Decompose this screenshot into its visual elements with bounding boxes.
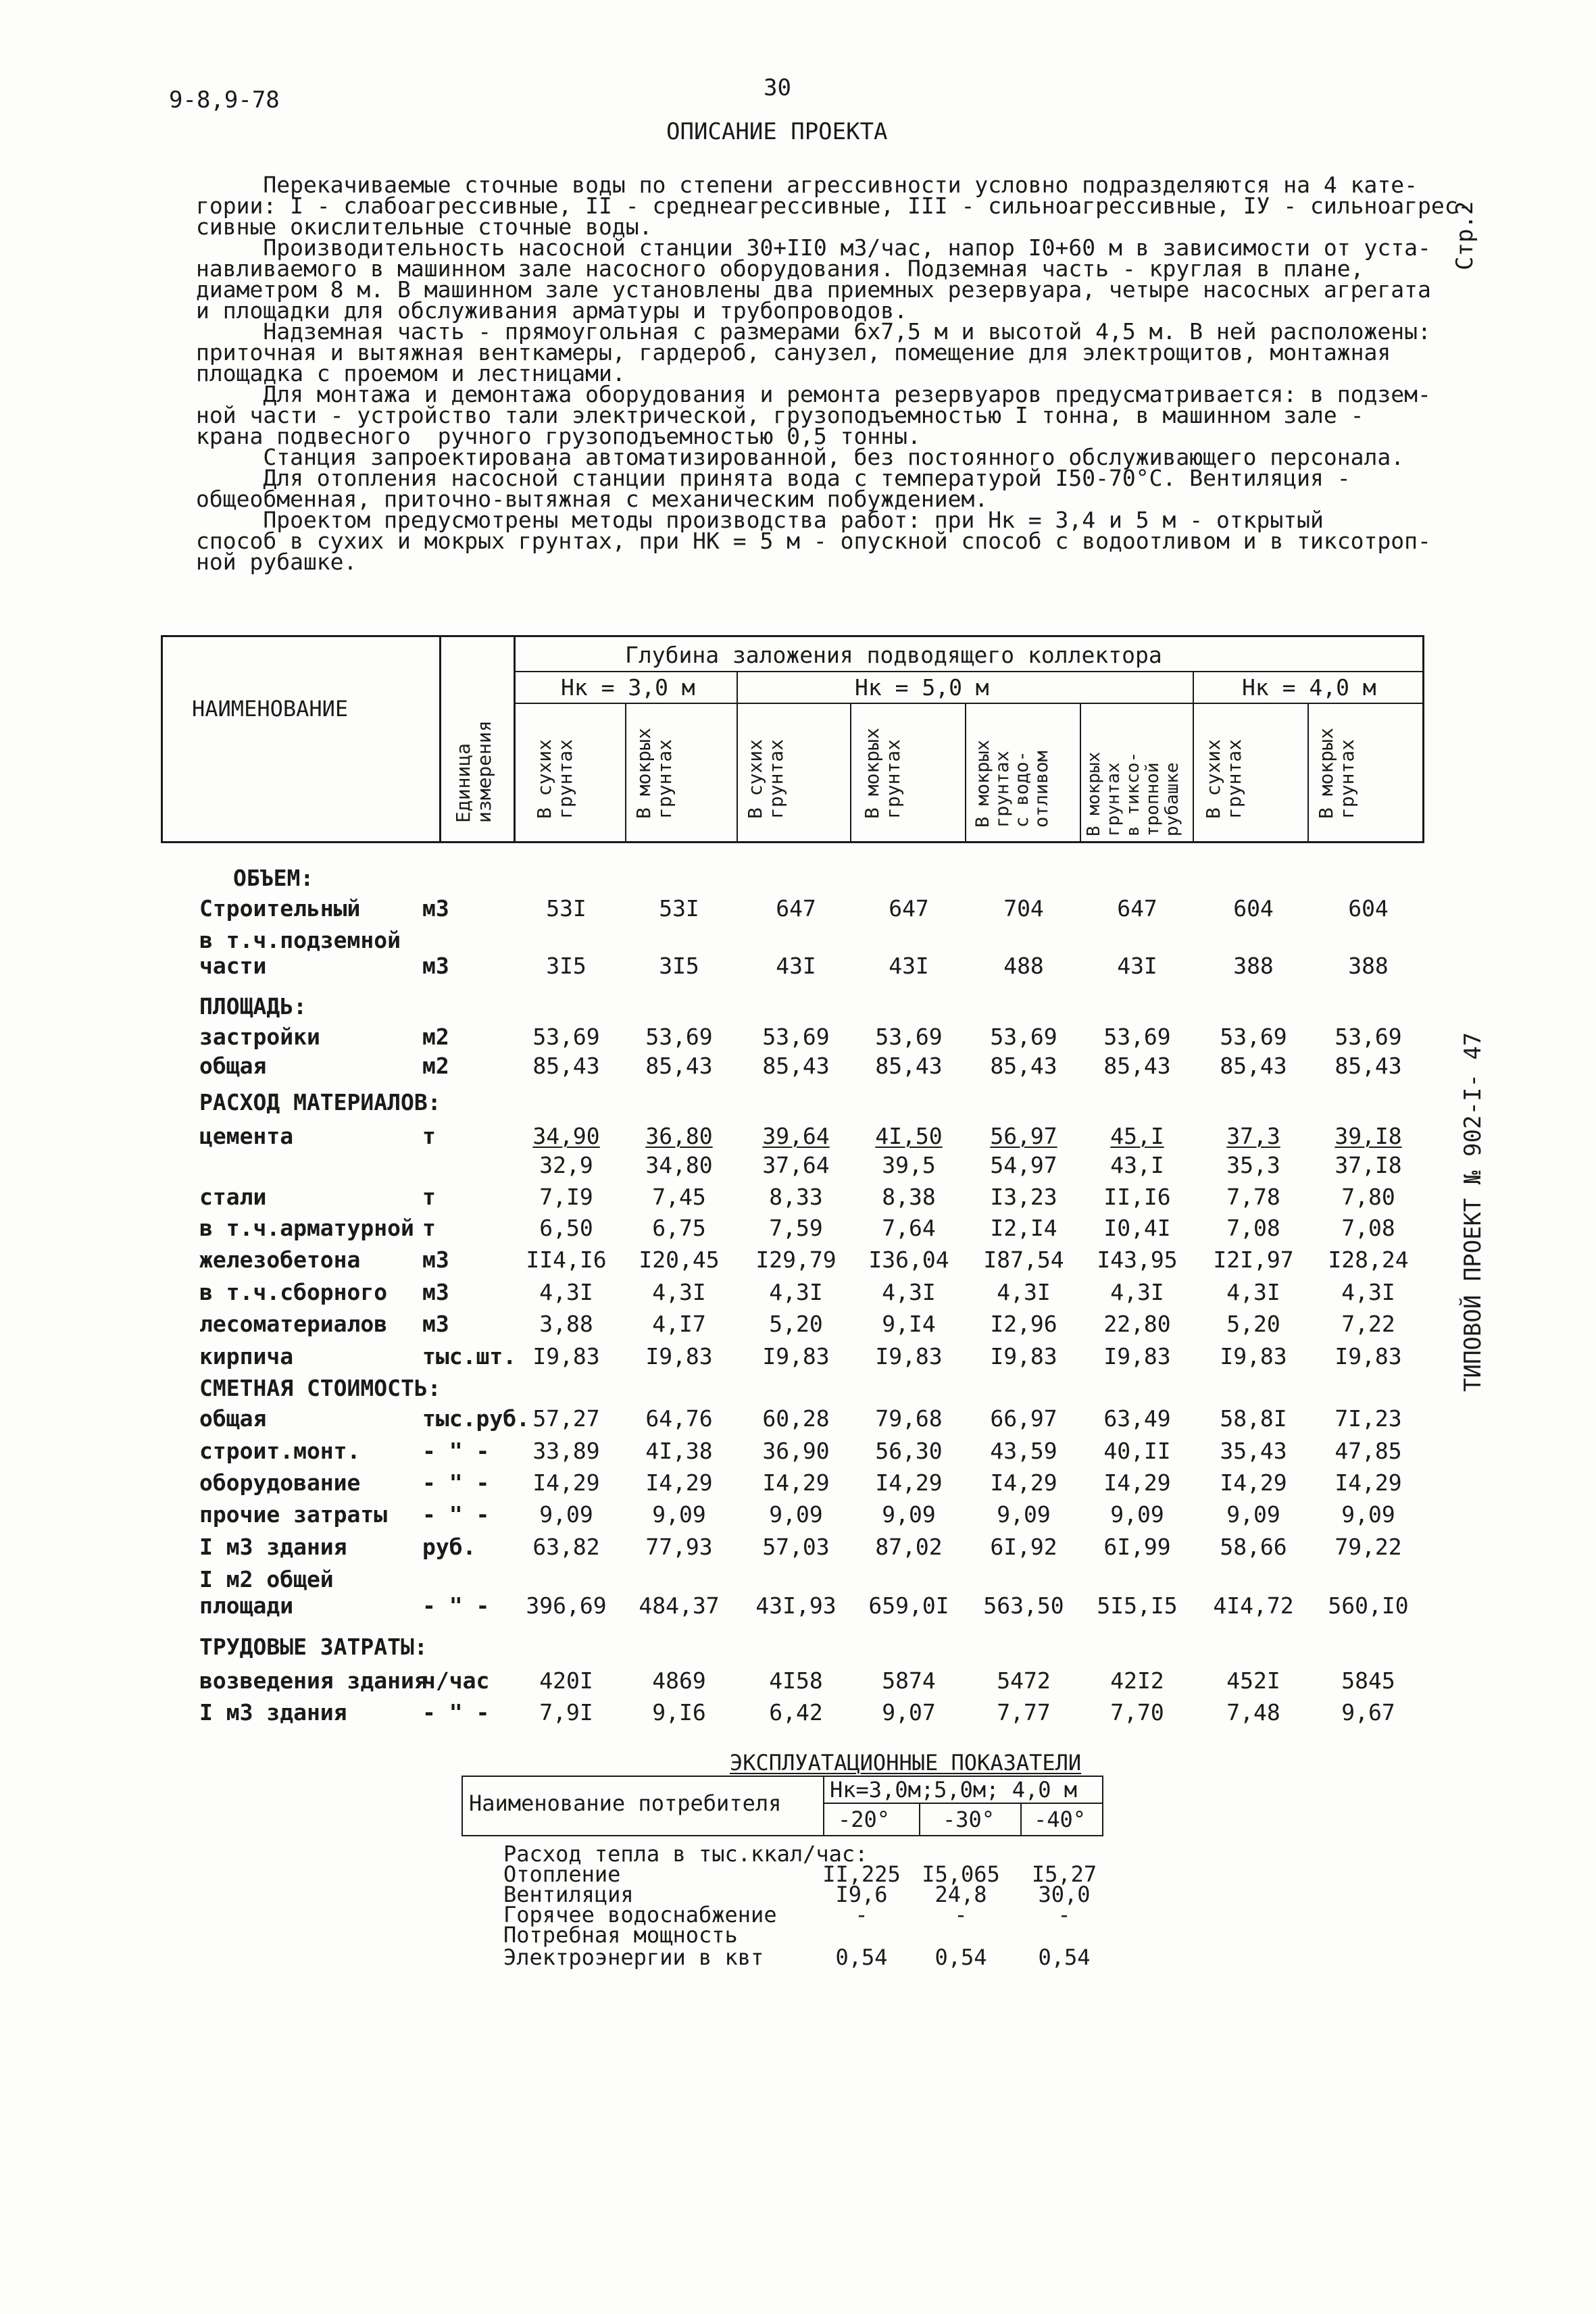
table-cell: 452I	[1226, 1667, 1280, 1694]
subcol-divider	[965, 703, 966, 843]
table-cell: 7,80	[1341, 1184, 1395, 1210]
group-4-0: Нк = 4,0 м	[1242, 674, 1376, 701]
ops-depth-header: Нк=3,0м;5,0м; 4,0 м	[830, 1777, 1078, 1803]
table-cell: I29,79	[755, 1247, 837, 1273]
table-cell: 53,69	[532, 1024, 600, 1050]
table-cell: 56,30	[875, 1438, 943, 1464]
table-cell: 4,3I	[1110, 1279, 1164, 1305]
table-cell: 9,09	[1226, 1501, 1280, 1528]
table-cell: 22,80	[1103, 1311, 1171, 1337]
col-header-4: В мокрых грунтах	[861, 728, 904, 819]
ops-cell: -	[954, 1902, 968, 1928]
table-cell: I9,83	[990, 1343, 1057, 1369]
table-cell: II4,I6	[526, 1247, 607, 1273]
table-cell: 32,9	[539, 1152, 593, 1178]
table-cell: I4,29	[532, 1469, 600, 1496]
table-cell: 563,50	[983, 1592, 1064, 1619]
table-cell: 7,77	[997, 1699, 1051, 1726]
row-name: кирпича	[199, 1343, 294, 1369]
table-cell: 45,I	[1110, 1123, 1164, 1149]
table-cell: 77,93	[645, 1534, 713, 1560]
side-page-label: Стр.2	[1451, 201, 1478, 270]
table-cell: 8,38	[882, 1184, 936, 1210]
depth-title: Глубина заложения подводящего коллектора	[625, 642, 1162, 668]
table-cell: 37,64	[762, 1152, 830, 1178]
col-header-5: В мокрых грунтах с водо- отливом	[972, 739, 1052, 828]
table-cell: 396,69	[526, 1592, 607, 1619]
col-header-2: В мокрых грунтах	[632, 728, 676, 819]
table-cell: 53,69	[990, 1024, 1057, 1050]
table-cell: 63,49	[1103, 1405, 1171, 1432]
table-cell: 64,76	[645, 1405, 713, 1432]
table-cell: 58,8I	[1220, 1405, 1287, 1432]
table-cell: 9,09	[1341, 1501, 1395, 1528]
table-cell: 9,I6	[652, 1699, 706, 1726]
row-name: Строительный	[199, 895, 361, 922]
table-section-title: ПЛОЩАДЬ:	[199, 993, 307, 1020]
ops-row-name: Вентиляция	[503, 1882, 634, 1907]
table-cell: 53I	[659, 895, 699, 922]
table-cell: 5,20	[769, 1311, 823, 1337]
table-cell: I28,24	[1328, 1247, 1409, 1273]
document-code: 9-8,9-78	[169, 86, 280, 114]
table-cell: 53,69	[645, 1024, 713, 1050]
row-unit: т	[422, 1184, 436, 1210]
ops-left-border	[462, 1776, 463, 1836]
table-cell: 388	[1348, 953, 1389, 979]
row-unit: м3	[422, 895, 449, 922]
table-cell: 5874	[882, 1667, 936, 1694]
row-unit: тыс.руб.	[422, 1405, 530, 1432]
subcol-divider	[625, 703, 626, 843]
row-name: строит.монт.	[199, 1438, 361, 1464]
row-unit: м2	[422, 1053, 449, 1079]
row-unit: - " -	[422, 1438, 490, 1464]
subcol-divider	[1307, 703, 1309, 843]
table-cell: 6,75	[652, 1215, 706, 1241]
table-cell: I9,83	[645, 1343, 713, 1369]
page-title: ОПИСАНИЕ ПРОЕКТА	[666, 118, 888, 145]
ops-right-border	[1102, 1776, 1103, 1836]
table-cell: 7,I9	[539, 1184, 593, 1210]
table-top-border	[161, 635, 1424, 637]
depth-title-divider	[514, 671, 1424, 672]
group-5-0: Нк = 5,0 м	[855, 674, 989, 701]
table-cell: 56,97	[990, 1123, 1057, 1149]
ops-cell: 0,54	[1038, 1944, 1091, 1970]
row-unit: м3	[422, 1279, 449, 1305]
row-name: застройки	[199, 1024, 320, 1050]
unit-column-divider	[439, 635, 441, 843]
table-cell: 85,43	[990, 1053, 1057, 1079]
ops-row-name: Потребная мощность	[503, 1922, 738, 1948]
table-cell: I4,29	[1220, 1469, 1287, 1496]
table-cell: 647	[776, 895, 816, 922]
table-cell: I4,29	[1335, 1469, 1402, 1496]
row-unit: - " -	[422, 1699, 490, 1726]
row-name: железобетона	[199, 1247, 361, 1273]
table-cell: 53,69	[875, 1024, 943, 1050]
row-name: в т.ч.подземной	[199, 927, 401, 953]
row-unit: т	[422, 1215, 436, 1241]
table-cell: 6,42	[769, 1699, 823, 1726]
ops-temp-divider	[1020, 1803, 1022, 1836]
ops-temp-2: -30°	[943, 1807, 995, 1832]
ops-cell: I5,065	[922, 1861, 1000, 1887]
ops-row-name: Электроэнергии в квт	[503, 1944, 764, 1970]
data-column-divider	[514, 635, 516, 843]
table-cell: 4I4,72	[1213, 1592, 1294, 1619]
table-cell: 647	[889, 895, 929, 922]
table-cell: 39,I8	[1335, 1123, 1402, 1149]
ops-temp-divider	[919, 1803, 920, 1836]
row-name: оборудование	[199, 1469, 361, 1496]
table-cell: 35,3	[1226, 1152, 1280, 1178]
table-cell: 53,69	[1335, 1024, 1402, 1050]
row-unit: м2	[422, 1024, 449, 1050]
table-cell: I36,04	[868, 1247, 949, 1273]
table-cell: I4,29	[645, 1469, 713, 1496]
table-cell: 79,68	[875, 1405, 943, 1432]
table-cell: 7,78	[1226, 1184, 1280, 1210]
table-cell: 85,43	[1220, 1053, 1287, 1079]
table-cell: 9,I4	[882, 1311, 936, 1337]
table-cell: 7,48	[1226, 1699, 1280, 1726]
table-cell: 7,70	[1110, 1699, 1164, 1726]
table-cell: 7,64	[882, 1215, 936, 1241]
ops-depth-divider	[823, 1803, 1103, 1804]
ops-cell: I9,6	[835, 1882, 888, 1907]
row-unit: т	[422, 1123, 436, 1149]
table-cell: 53,69	[762, 1024, 830, 1050]
group-2-divider	[1193, 671, 1194, 843]
group-1-divider	[737, 671, 738, 843]
consumer-header: Наименование потребителя	[469, 1790, 782, 1816]
table-cell: 33,89	[532, 1438, 600, 1464]
table-cell: 7,9I	[539, 1699, 593, 1726]
table-cell: 647	[1117, 895, 1157, 922]
table-cell: 35,43	[1220, 1438, 1287, 1464]
row-name: в т.ч.сборного	[199, 1279, 388, 1305]
table-cell: 60,28	[762, 1405, 830, 1432]
description-p2: Производительность насосной станции 30+II0 м3/час, напор I0+60 м в зависимости от уста- навливаемого в машинном зале насосного оборудования. Подземная часть - круглая в плане, диаметром 8 м. В машинном зале установлены два приемных резервуара, четыре насосных агрегата и площадки для обслуживания арматуры и трубопроводов.	[196, 234, 1431, 324]
table-cell: 7,08	[1226, 1215, 1280, 1241]
table-cell: I4,29	[875, 1469, 943, 1496]
group-3-0: Нк = 3,0 м	[561, 674, 695, 701]
table-cell: 43I,93	[755, 1592, 837, 1619]
table-cell: 6I,92	[990, 1534, 1057, 1560]
row-name: лесоматериалов	[199, 1311, 388, 1337]
table-cell: I2I,97	[1213, 1247, 1294, 1273]
table-cell: I20,45	[639, 1247, 720, 1273]
table-cell: 4869	[652, 1667, 706, 1694]
ops-cell: -	[1057, 1902, 1071, 1928]
table-cell: 7I,23	[1335, 1405, 1402, 1432]
description-p3: Надземная часть - прямоугольная с размерами 6х7,5 м и высотой 4,5 м. В ней расположены: приточная и вытяжная венткамеры, гардероб, санузел, помещение для электрощитов, монтажная площадка с проемом и лестницами.	[196, 318, 1431, 386]
row-name: части	[199, 953, 267, 979]
table-cell: I2,I4	[990, 1215, 1057, 1241]
table-cell: 7,45	[652, 1184, 706, 1210]
table-cell: 43I	[776, 953, 816, 979]
description-p6: Для отопления насосной станции принята вода с температурой I50-70°С. Вентиляция - общеобменная, приточно-вытяжная с механическим побуждением.	[196, 465, 1351, 512]
table-cell: 57,03	[762, 1534, 830, 1560]
table-cell: 85,43	[532, 1053, 600, 1079]
table-cell: 3I5	[659, 953, 699, 979]
row-unit: - " -	[422, 1592, 490, 1619]
table-cell: 5845	[1341, 1667, 1395, 1694]
table-cell: 9,09	[539, 1501, 593, 1528]
table-cell: 57,27	[532, 1405, 600, 1432]
row-unit: - " -	[422, 1501, 490, 1528]
table-cell: 4,3I	[882, 1279, 936, 1305]
col-header-6: В мокрых грунтах в тиксо- тропной рубашке	[1084, 751, 1182, 836]
row-unit: м3	[422, 1247, 449, 1273]
table-cell: 9,09	[652, 1501, 706, 1528]
page-number: 30	[764, 74, 791, 101]
table-cell: 58,66	[1220, 1534, 1287, 1560]
table-cell: 9,09	[769, 1501, 823, 1528]
table-cell: I4,29	[762, 1469, 830, 1496]
description-p5: Станция запроектирована автоматизированной, без постоянного обслуживающего персонала.	[196, 444, 1405, 470]
table-cell: 4,3I	[769, 1279, 823, 1305]
table-cell: 4I,38	[645, 1438, 713, 1464]
table-cell: II,I6	[1103, 1184, 1171, 1210]
side-stamp: ТИПОВОЙ ПРОЕКТ № 902-I- 47	[1460, 1032, 1487, 1392]
table-cell: I4,29	[1103, 1469, 1171, 1496]
table-cell: 484,37	[639, 1592, 720, 1619]
table-cell: 9,09	[997, 1501, 1051, 1528]
ops-bottom-border	[462, 1835, 1103, 1836]
table-cell: 6,50	[539, 1215, 593, 1241]
col-header-7: В сухих грунтах	[1202, 738, 1245, 819]
description-p1: Перекачиваемые сточные воды по степени агрессивности условно подразделяются на 4 кате- гории: I - слабоагрессивные, II - среднеагрессивные, III - сильноагрессивные, IУ - сильноагрес- сивные окислительные сточные воды.	[196, 172, 1472, 240]
subcol-divider	[850, 703, 851, 843]
table-cell: 5472	[997, 1667, 1051, 1694]
col-header-3: В сухих грунтах	[744, 738, 787, 819]
row-name: общая	[199, 1405, 267, 1432]
table-cell: 66,97	[990, 1405, 1057, 1432]
row-unit: ч/час	[422, 1667, 490, 1694]
table-cell: I2,96	[990, 1311, 1057, 1337]
table-cell: 488	[1003, 953, 1044, 979]
ops-cell: 30,0	[1038, 1882, 1091, 1907]
table-cell: 704	[1003, 895, 1044, 922]
table-cell: 36,90	[762, 1438, 830, 1464]
table-cell: 9,67	[1341, 1699, 1395, 1726]
table-cell: 42I2	[1110, 1667, 1164, 1694]
row-name: общая	[199, 1053, 267, 1079]
table-cell: 9,09	[1110, 1501, 1164, 1528]
col-header-1: В сухих грунтах	[533, 738, 576, 819]
table-cell: 53I	[546, 895, 587, 922]
table-cell: 3,88	[539, 1311, 593, 1337]
table-cell: 85,43	[762, 1053, 830, 1079]
description-p7: Проектом предусмотрены методы производства работ: при Нк = 3,4 и 5 м - открытый способ в сухих и мокрых грунтах, при НК = 5 м - опускной способ с водоотливом и в тиксотроп- ной рубашке.	[196, 507, 1431, 575]
table-section-title: СМЕТНАЯ СТОИМОСТЬ:	[199, 1375, 441, 1401]
ops-cell: -	[855, 1902, 868, 1928]
table-cell: 6I,99	[1103, 1534, 1171, 1560]
table-cell: 4,3I	[1341, 1279, 1395, 1305]
table-cell: 39,64	[762, 1123, 830, 1149]
row-name: прочие затраты	[199, 1501, 388, 1528]
table-cell: 54,97	[990, 1152, 1057, 1178]
row-unit: тыс.шт.	[422, 1343, 517, 1369]
table-cell: 7,22	[1341, 1311, 1395, 1337]
table-cell: 3I5	[546, 953, 587, 979]
table-cell: 4I58	[769, 1667, 823, 1694]
table-cell: 53,69	[1103, 1024, 1171, 1050]
ops-row-name: Расход тепла в тыс.ккал/час:	[503, 1841, 868, 1867]
table-cell: 7,59	[769, 1215, 823, 1241]
table-cell: 37,3	[1226, 1123, 1280, 1149]
table-cell: 39,5	[882, 1152, 936, 1178]
table-cell: 4I,50	[875, 1123, 943, 1149]
table-cell: 85,43	[1103, 1053, 1171, 1079]
table-header-bottom-border	[161, 841, 1424, 843]
table-cell: I9,83	[1335, 1343, 1402, 1369]
table-section-title: ТРУДОВЫЕ ЗАТРАТЫ:	[199, 1634, 428, 1660]
ops-row-name: Горячее водоснабжение	[503, 1902, 777, 1928]
row-unit: м3	[422, 1311, 449, 1337]
table-cell: 43,59	[990, 1438, 1057, 1464]
table-cell: 43I	[1117, 953, 1157, 979]
table-section-title: РАСХОД МАТЕРИАЛОВ:	[199, 1089, 441, 1115]
table-cell: 85,43	[1335, 1053, 1402, 1079]
ops-cell: 0,54	[934, 1944, 987, 1970]
table-cell: I9,83	[1103, 1343, 1171, 1369]
table-cell: 36,80	[645, 1123, 713, 1149]
row-name: I м3 здания	[199, 1699, 347, 1726]
col-header-8: В мокрых грунтах	[1315, 728, 1358, 819]
table-cell: 63,82	[532, 1534, 600, 1560]
table-cell: I9,83	[762, 1343, 830, 1369]
ops-row-name: Отопление	[503, 1861, 621, 1887]
table-cell: 9,09	[882, 1501, 936, 1528]
unit-column-header: Единица измерения	[452, 720, 495, 823]
ops-cell: 24,8	[934, 1882, 987, 1907]
table-cell: 7,08	[1341, 1215, 1395, 1241]
ops-temp-3: -40°	[1034, 1807, 1087, 1832]
operational-title: ЭКСПЛУАТАЦИОННЫЕ ПОКАЗАТЕЛИ	[730, 1750, 1082, 1776]
table-cell: 34,80	[645, 1152, 713, 1178]
row-name: I м2 общей	[199, 1566, 334, 1592]
table-cell: 47,85	[1335, 1438, 1402, 1464]
table-cell: 604	[1348, 895, 1389, 922]
table-cell: 85,43	[645, 1053, 713, 1079]
table-cell: 8,33	[769, 1184, 823, 1210]
table-cell: I0,4I	[1103, 1215, 1171, 1241]
ops-temp-1: -20°	[838, 1807, 891, 1832]
table-cell: I4,29	[990, 1469, 1057, 1496]
table-cell: 4,3I	[1226, 1279, 1280, 1305]
row-name: в т.ч.арматурной	[199, 1215, 414, 1241]
table-cell: 604	[1233, 895, 1274, 922]
table-cell: 4,3I	[997, 1279, 1051, 1305]
table-cell: I43,95	[1097, 1247, 1178, 1273]
row-name: I м3 здания	[199, 1534, 347, 1560]
ops-cell: I5,27	[1031, 1861, 1097, 1887]
group-divider	[514, 703, 1424, 704]
table-left-border	[161, 635, 163, 843]
ops-cell: 0,54	[835, 1944, 888, 1970]
table-cell: 79,22	[1335, 1534, 1402, 1560]
table-cell: 5I5,I5	[1097, 1592, 1178, 1619]
table-cell: 43,I	[1110, 1152, 1164, 1178]
subcol-divider	[1080, 703, 1081, 843]
table-section-title: ОБЪЕМ:	[233, 865, 314, 891]
table-cell: I9,83	[875, 1343, 943, 1369]
table-cell: I3,23	[990, 1184, 1057, 1210]
table-cell: I9,83	[1220, 1343, 1287, 1369]
table-right-border	[1422, 635, 1424, 843]
table-cell: 659,0I	[868, 1592, 949, 1619]
table-cell: 4,I7	[652, 1311, 706, 1337]
table-cell: 4,3I	[652, 1279, 706, 1305]
row-name: площади	[199, 1592, 294, 1619]
name-column-header: НАИМЕНОВАНИЕ	[192, 696, 349, 722]
table-cell: 9,07	[882, 1699, 936, 1726]
table-cell: I87,54	[983, 1247, 1064, 1273]
table-cell: 388	[1233, 953, 1274, 979]
ops-cell: II,225	[822, 1861, 901, 1887]
row-unit: руб.	[422, 1534, 476, 1560]
row-name: возведения здания	[199, 1667, 428, 1694]
table-cell: 560,I0	[1328, 1592, 1409, 1619]
table-cell: 34,90	[532, 1123, 600, 1149]
row-name: стали	[199, 1184, 267, 1210]
table-cell: 4,3I	[539, 1279, 593, 1305]
table-cell: 40,II	[1103, 1438, 1171, 1464]
table-cell: 420I	[539, 1667, 593, 1694]
row-name: цемента	[199, 1123, 294, 1149]
table-cell: 37,I8	[1335, 1152, 1402, 1178]
description-p4: Для монтажа и демонтажа оборудования и ремонта резервуаров предусматривается: в подзем- ной части - устройство тали электрической, грузоподъемностью I тонна, в машинном зале - крана подвесного ручного грузоподъемностью 0,5 тонны.	[196, 381, 1431, 449]
table-cell: 85,43	[875, 1053, 943, 1079]
table-cell: 87,02	[875, 1534, 943, 1560]
row-unit: м3	[422, 953, 449, 979]
table-cell: 53,69	[1220, 1024, 1287, 1050]
ops-mid-divider	[823, 1776, 824, 1836]
table-cell: 43I	[889, 953, 929, 979]
table-cell: I9,83	[532, 1343, 600, 1369]
row-unit: - " -	[422, 1469, 490, 1496]
table-cell: 5,20	[1226, 1311, 1280, 1337]
